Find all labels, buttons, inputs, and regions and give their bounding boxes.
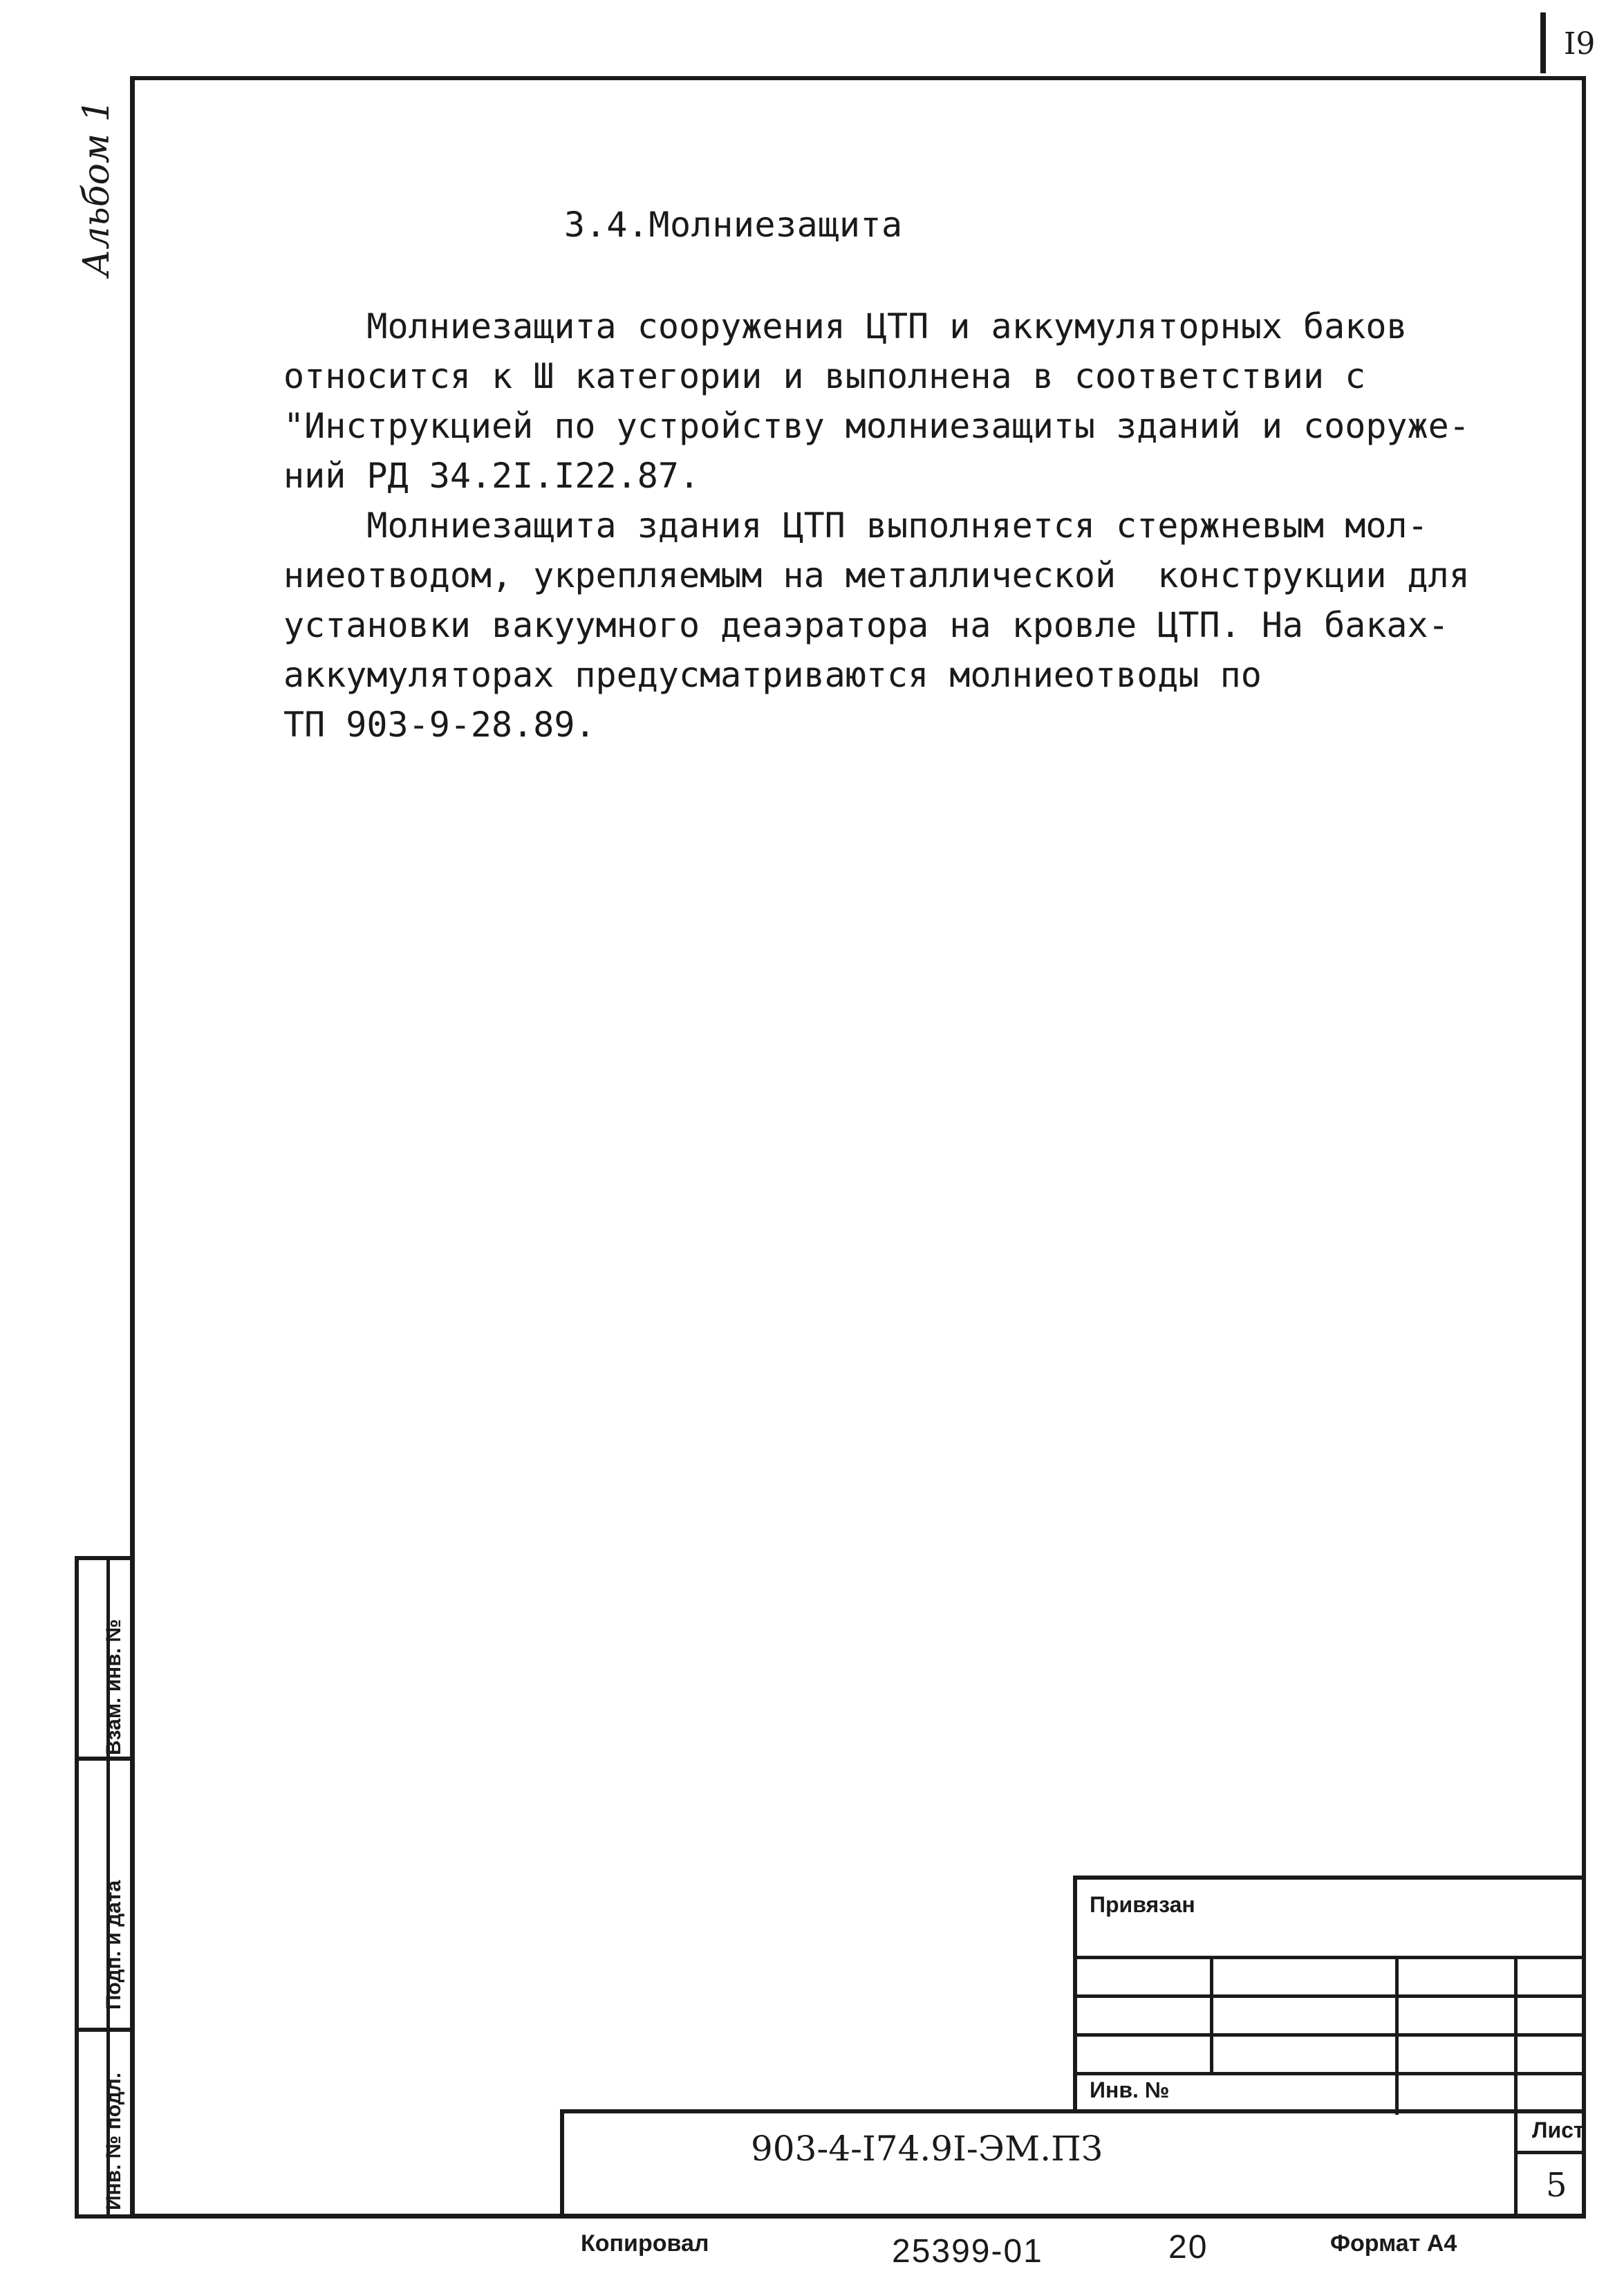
tb-col-line — [1514, 1956, 1518, 2115]
format-label: Формат А4 — [1330, 2230, 1457, 2257]
inv-label: Инв. № — [1090, 2077, 1170, 2102]
strip-cell-signature — [79, 1761, 130, 2032]
strip-cell-original — [79, 2032, 130, 2219]
title-block-upper — [1073, 1876, 1586, 2111]
paragraph-2: Молниезащита здания ЦТП выполняется стержневым мол- ниеотводом, укрепляемым на металлической конструкции для установки вакуумного деаэратора на кровле ЦТП. На баках- аккумуляторах предусматриваются молниеотводы по ТП 903-9-28.89. — [283, 506, 1470, 745]
album-note: Альбом 1 — [76, 99, 118, 277]
approval-strip — [75, 1556, 130, 2219]
tb-row-line — [1077, 2033, 1586, 2037]
sheet-value: 5 — [1546, 2166, 1567, 2205]
paragraph-1: Молниезащита сооружения ЦТП и аккумуляторных баков относится к Ш категории и выполнена в соответствии с "Инструкцией по устройству молниезащиты зданий и сооруже- ний РД 34.2I.I22.87. — [283, 306, 1470, 496]
section-heading: 3.4.Молниезащита — [564, 205, 903, 245]
document-code: 903-4-I74.9I-ЭМ.ПЗ — [751, 2129, 1103, 2169]
page-number: I9 — [1564, 26, 1596, 62]
bound-label: Привязан — [1090, 1892, 1195, 1917]
strip-label-original: Инв. № подл. — [102, 2072, 125, 2210]
tb-row-line — [1077, 1956, 1586, 1959]
sheet-count: 20 — [1168, 2229, 1208, 2266]
sheet-label: Лист — [1532, 2118, 1585, 2142]
tb-col-line — [1210, 1956, 1213, 2072]
strip-label-replacement: Взам. инв. № — [102, 1619, 125, 1755]
tb-row-line — [1077, 2072, 1586, 2075]
sheet-divider — [1514, 2113, 1518, 2219]
copied-label: Копировал — [581, 2230, 709, 2257]
strip-cell-replacement — [79, 1560, 130, 1761]
tb-row-line — [1077, 1994, 1586, 1998]
page-number-tick — [1540, 12, 1546, 73]
copy-number: 25399-01 — [892, 2233, 1043, 2270]
strip-label-signature: Подп. и дата — [102, 1880, 125, 2010]
sheet-row-line — [1514, 2151, 1586, 2154]
tb-col-line — [1395, 1956, 1399, 2115]
title-block-main — [560, 2109, 1586, 2219]
